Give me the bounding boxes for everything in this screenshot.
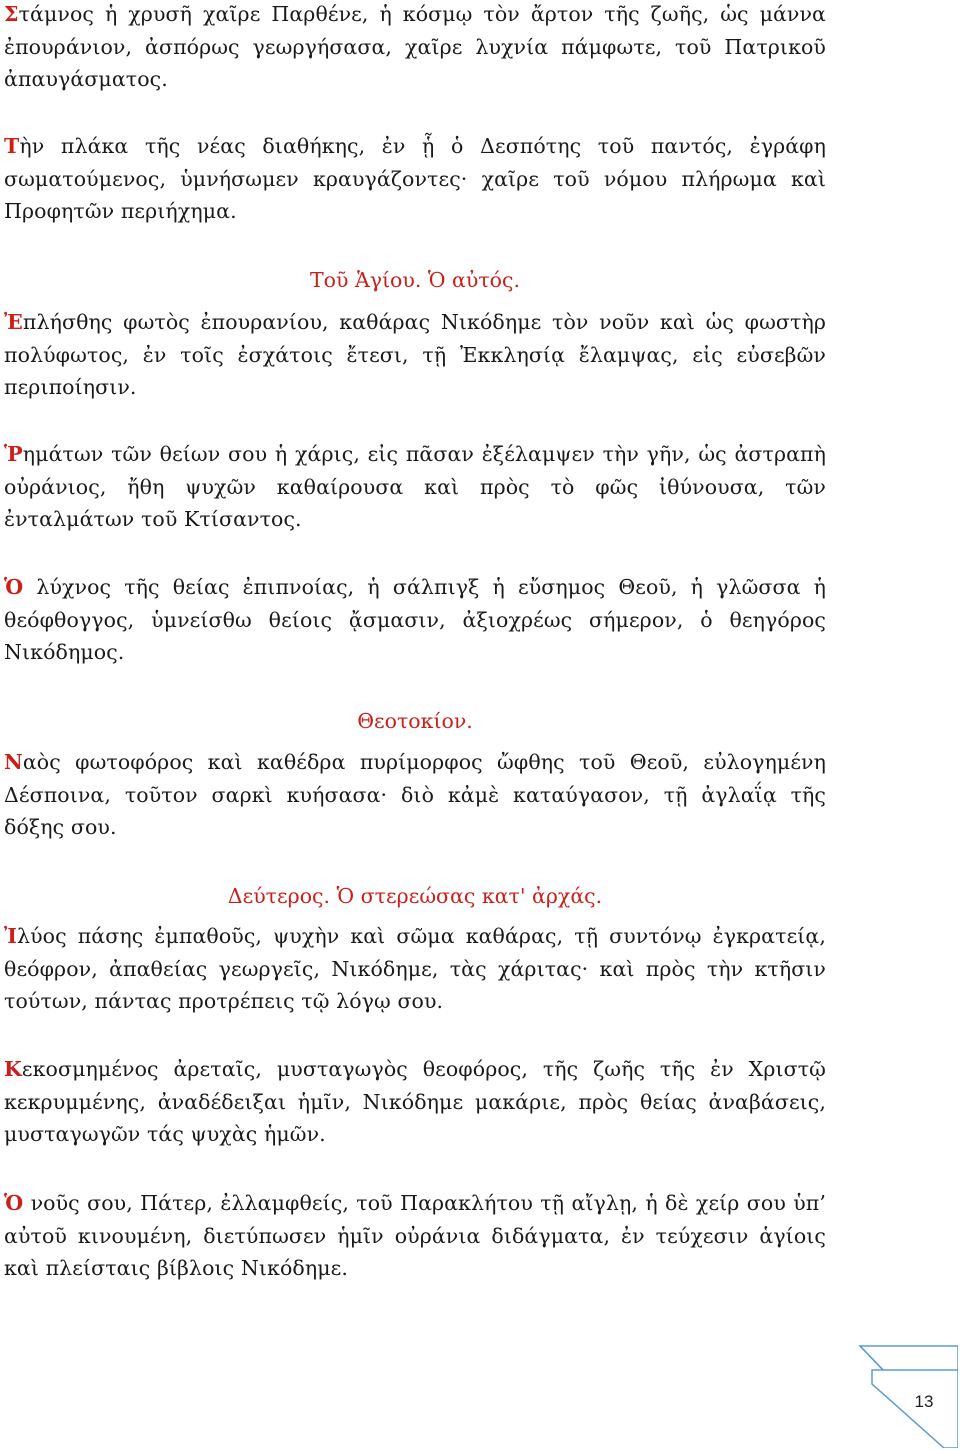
- paragraph-1: [4, 0, 826, 96]
- paragraph-text: λύος πάσης ἐμπαθοῦς, ψυχὴν καὶ σῶμα καθάρας, τῇ συντόνῳ ἐγκρατείᾳ, θεόφρον, ἀπαθείας γεωργεῖς, Νικόδημε, τὰς χάριτας· καὶ πρὸς τὴν κτῆσιν τούτων, πάντας προτρέπεις τῷ λόγῳ σου.: [4, 924, 826, 1014]
- drop-letter: Ὁ: [4, 575, 24, 599]
- paragraph-text: αὸς φωτοφόρος καὶ καθέδρα πυρίμορφος ὤφθης τοῦ Θεοῦ, εὐλογημένη Δέσποινα, τοῦτον σαρκὶ κυήσασα· διὸ κἀμὲ καταύγασον, τῇ ἀγλαΐᾳ τῆς δόξης σου.: [4, 750, 826, 840]
- drop-letter: Τ: [4, 134, 20, 158]
- paragraph-9: [4, 1187, 826, 1285]
- paragraph-text: ημάτων τῶν θείων σου ἡ χάρις, εἰς πᾶσαν ἐξέλαμψεν τὴν γῆν, ὡς ἀστραπὴ οὐράνιος, ἤθη ψυχῶν καθαίρουσα καὶ πρὸς τὸ φῶς ἰθύνουσα, τῶν ἐνταλμάτων τοῦ Κτίσαντος.: [4, 442, 826, 532]
- drop-letter: Ἰ: [4, 924, 17, 948]
- drop-letter: Σ: [4, 2, 19, 26]
- page-number-corner: [858, 1344, 958, 1448]
- page-number: 13: [914, 1392, 934, 1411]
- paragraph-7: [4, 920, 826, 1018]
- paragraph-8: [4, 1053, 826, 1151]
- paragraph-3: [4, 306, 826, 404]
- paragraph-2: [4, 130, 826, 228]
- paragraph-text: νοῦς σου, Πάτερ, ἐλλαμφθείς, τοῦ Παρακλήτου τῇ αἴγλῃ, ἡ δὲ χείρ σου ὑπ’ αὐτοῦ κινουμένη, διετύπωσεν ἡμῖν οὐράνια διδάγματα, ἐν τεύχεσιν ἁγίοις καὶ πλείσταις βίβλοις Νικόδημε.: [4, 1191, 826, 1281]
- section-heading-2: Θεοτοκίον.: [357, 709, 473, 733]
- drop-letter: Ὁ: [4, 1191, 24, 1215]
- paragraph-text: τάμνος ἡ χρυσῆ χαῖρε Παρθένε, ἡ κόσμῳ τὸν ἄρτον τῆς ζωῆς, ὡς μάννα ἐπουράνιον, ἀσπόρως γεωργήσασα, χαῖρε λυχνία πάμφωτε, τοῦ Πατρικοῦ ἀπαυγάσματος.: [4, 2, 826, 92]
- drop-letter: Ῥ: [4, 442, 23, 466]
- drop-letter: Ἐ: [4, 310, 23, 334]
- drop-letter: Κ: [4, 1057, 22, 1081]
- paragraph-text: ὴν πλάκα τῆς νέας διαθήκης, ἐν ᾗ ὁ Δεσπότης τοῦ παντός, ἐγράφη σωματούμενος, ὑμνήσωμεν κραυγάζοντες· χαῖρε τοῦ νόμου πλήρωμα καὶ Προφητῶν περιήχημα.: [4, 134, 826, 224]
- paragraph-text: εκοσμημένος ἀρεταῖς, μυσταγωγὸς θεοφόρος, τῆς ζωῆς τῆς ἐν Χριστῷ κεκρυμμένης, ἀναδέδειξαι ἡμῖν, Νικόδημε μακάριε, πρὸς θείας ἀναβάσεις, μυσταγωγῶν τάς ψυχὰς ἡμῶν.: [4, 1057, 826, 1147]
- paragraph-text: πλήσθης φωτὸς ἐπουρανίου, καθάρας Νικόδημε τὸν νοῦν καὶ ὡς φωστὴρ πολύφωτος, ἐν τοῖς ἐσχάτοις ἔτεσι, τῇ Ἐκκλησίᾳ ἔλαμψας, εἰς εὐσεβῶν περιποίησιν.: [4, 310, 826, 400]
- section-heading-1: Τοῦ Ἁγίου. Ὁ αὐτός.: [309, 268, 521, 292]
- section-heading-3: Δεύτερος. Ὁ στερεώσας κατ' ἀρχάς.: [227, 884, 603, 908]
- paragraph-4: [4, 438, 826, 536]
- drop-letter: Ν: [4, 750, 23, 774]
- paragraph-6: [4, 746, 826, 844]
- paragraph-5: [4, 571, 826, 669]
- paragraph-text: λύχνος τῆς θείας ἐπιπνοίας, ἡ σάλπιγξ ἡ εὔσημος Θεοῦ, ἡ γλῶσσα ἡ θεόφθογγος, ὑμνείσθω θείοις ᾄσμασιν, ἀξιοχρέως σήμερον, ὁ θεηγόρος Νικόδημος.: [4, 575, 826, 665]
